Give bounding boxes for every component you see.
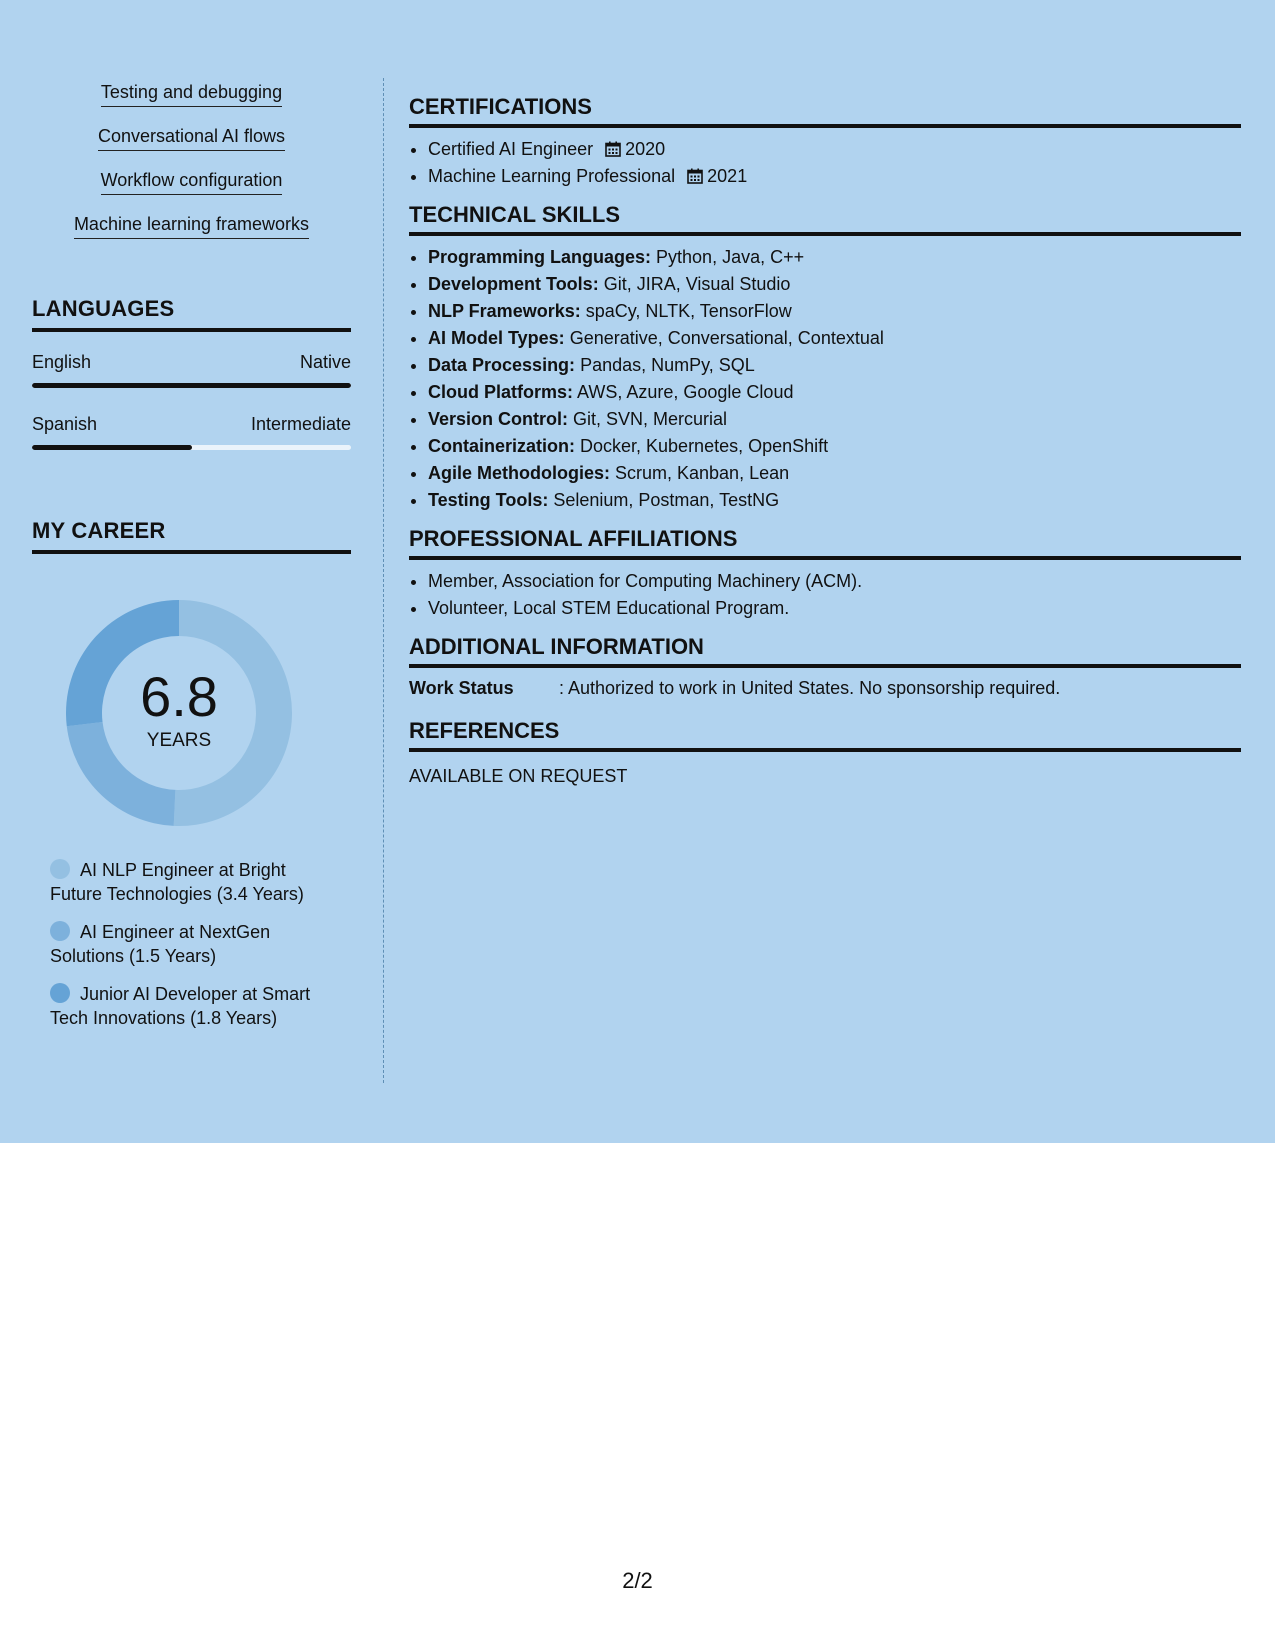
legend-dot <box>50 983 70 1003</box>
skill-row <box>428 433 1241 460</box>
references-section <box>409 718 1241 790</box>
languages-heading: LANGUAGES <box>32 296 351 332</box>
work-status-value: : Authorized to work in United States. No sponsorship required. <box>559 678 1061 698</box>
language-name: Spanish <box>32 414 98 434</box>
skill-row <box>428 325 1241 352</box>
languages-section <box>32 296 351 450</box>
affiliations-section <box>409 526 1241 622</box>
language-row <box>32 352 351 373</box>
language-proficiency-bar <box>32 383 351 388</box>
skill-values: AWS, Azure, Google Cloud <box>573 382 794 402</box>
certification-item <box>428 136 1241 163</box>
skill-category: Programming Languages: <box>428 247 652 267</box>
language-name: English <box>32 352 92 372</box>
skill-values: Pandas, NumPy, SQL <box>575 355 755 375</box>
skill-row <box>428 271 1241 298</box>
certifications-list <box>409 136 1241 190</box>
career-total-unit: YEARS <box>146 730 212 751</box>
sidebar <box>32 80 351 1044</box>
skill-values: Selenium, Postman, TestNG <box>548 490 780 510</box>
references-text: AVAILABLE ON REQUEST <box>409 766 628 786</box>
language-level: Intermediate <box>250 414 351 434</box>
language-proficiency-fill <box>32 445 192 450</box>
skill-item[interactable]: Conversational AI flows <box>98 124 285 151</box>
certification-item <box>428 163 1241 190</box>
legend-item <box>50 920 340 968</box>
certification-name: Machine Learning Professional <box>428 166 676 186</box>
career-heading: MY CAREER <box>32 518 351 554</box>
skill-category: Testing Tools: <box>428 490 549 510</box>
skill-category: Agile Methodologies: <box>428 463 610 483</box>
skill-item[interactable]: Testing and debugging <box>101 80 282 107</box>
skill-category: Cloud Platforms: <box>428 382 574 402</box>
skill-values: Git, JIRA, Visual Studio <box>598 274 791 294</box>
column-divider <box>383 78 384 1083</box>
work-status-label: Work Status <box>409 678 514 698</box>
legend-label: Junior AI Developer at Smart Tech Innovations (1.8 Years) <box>50 984 311 1028</box>
skill-values: Git, SVN, Mercurial <box>568 409 728 429</box>
language-level: Native <box>299 352 351 372</box>
skill-row <box>428 406 1241 433</box>
donut-center <box>64 598 294 828</box>
skill-category: AI Model Types: <box>428 328 565 348</box>
skill-values: Python, Java, C++ <box>651 247 805 267</box>
language-row <box>32 414 351 435</box>
calendar-icon <box>605 141 621 157</box>
certification-year: 2020 <box>625 139 666 159</box>
skill-category: Containerization: <box>428 436 575 456</box>
legend-item <box>50 858 340 906</box>
technical-skills-heading: TECHNICAL SKILLS <box>409 202 1241 236</box>
skill-row <box>428 379 1241 406</box>
legend-label: AI Engineer at NextGen Solutions (1.5 Years) <box>50 922 271 966</box>
skill-row <box>428 460 1241 487</box>
skill-row <box>428 487 1241 514</box>
legend-dot <box>50 859 70 879</box>
language-proficiency-bar <box>32 445 351 450</box>
certification-year: 2021 <box>707 166 748 186</box>
skill-list <box>32 80 351 256</box>
career-legend <box>50 858 340 1030</box>
main-content <box>409 94 1241 802</box>
career-total-years: 6.8 <box>140 665 218 728</box>
skill-category: Development Tools: <box>428 274 599 294</box>
skill-category: NLP Frameworks: <box>428 301 581 321</box>
affiliations-heading: PROFESSIONAL AFFILIATIONS <box>409 526 1241 560</box>
affiliation-item: • Volunteer, Local STEM Educational Program. <box>428 595 1241 622</box>
skill-values: Scrum, Kanban, Lean <box>610 463 790 483</box>
certifications-section <box>409 94 1241 190</box>
language-proficiency-fill <box>32 383 351 388</box>
legend-label: AI NLP Engineer at Bright Future Technologies (3.4 Years) <box>50 860 304 904</box>
career-section <box>32 518 351 1030</box>
skill-row <box>428 352 1241 379</box>
work-status-row <box>409 676 1241 700</box>
legend-dot <box>50 921 70 941</box>
career-donut-chart <box>64 598 294 828</box>
skill-category: Data Processing: <box>428 355 576 375</box>
affiliation-item: • Member, Association for Computing Machinery (ACM). <box>428 568 1241 595</box>
technical-skills-section <box>409 202 1241 514</box>
references-heading: REFERENCES <box>409 718 1241 752</box>
technical-skills-list <box>409 244 1241 514</box>
skill-category: Version Control: <box>428 409 569 429</box>
page-number: 2/2 <box>622 1568 653 1593</box>
certifications-heading: CERTIFICATIONS <box>409 94 1241 128</box>
skill-values: Generative, Conversational, Contextual <box>564 328 884 348</box>
legend-item <box>50 982 340 1030</box>
additional-info-section <box>409 634 1241 700</box>
additional-info-heading: ADDITIONAL INFORMATION <box>409 634 1241 668</box>
skill-item[interactable]: Machine learning frameworks <box>74 212 309 239</box>
skill-values: Docker, Kubernetes, OpenShift <box>575 436 829 456</box>
calendar-icon <box>687 168 703 184</box>
certification-name: Certified AI Engineer <box>428 139 594 159</box>
skill-values: spaCy, NLTK, TensorFlow <box>580 301 792 321</box>
skill-row <box>428 298 1241 325</box>
skill-item[interactable]: Workflow configuration <box>101 168 283 195</box>
affiliations-list <box>409 568 1241 622</box>
skill-row <box>428 244 1241 271</box>
